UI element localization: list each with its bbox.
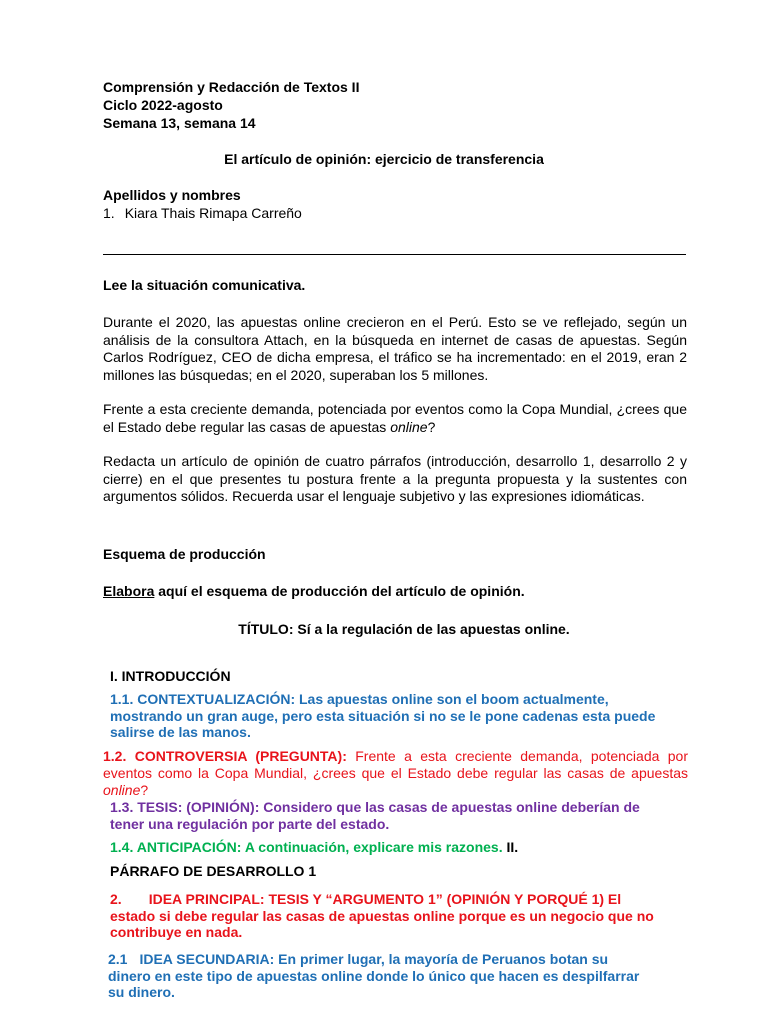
online-italic: online: [390, 418, 428, 435]
scheme-heading: Esquema de producción: [103, 546, 266, 562]
item-idea-principal: 2. IDEA PRINCIPAL: TESIS Y “ARGUMENTO 1” (OPINIÓN Y PORQUÉ 1) El estado si debe regular las casas de apuestas online porque es un negocio que no contribuye en nada.: [110, 891, 654, 940]
student-name: Kiara Thais Rimapa Carreño: [124, 205, 302, 221]
scheme-instruction: Elabora aquí el esquema de producción del artículo de opinión.: [103, 583, 525, 599]
instruction-verb: Elabora: [103, 583, 155, 599]
student-name-item: [103, 205, 302, 222]
situation-paragraph-3: Redacta un artículo de opinión de cuatro párrafos (introducción, desarrollo 1, desarrollo 2 y cierre) en el que presentes tu postura frente a la pregunta propuesta y la sustentes con argumentos sólidos. Recuerda usar el lenguaje subjetivo y las expresiones idiomáticas.: [103, 453, 687, 504]
item-anticipacion: 1.4. ANTICIPACIÓN: A continuación, explicare mis razones. II.: [110, 839, 519, 855]
item-tesis: 1.3. TESIS: (OPINIÓN): Considero que las casas de apuestas online deberían de tener una regulación por parte del estado.: [110, 799, 640, 832]
document-title: El artículo de opinión: ejercicio de transferencia: [224, 151, 544, 167]
controversia-label: 1.2. CONTROVERSIA (PREGUNTA):: [103, 748, 347, 764]
situation-heading: Lee la situación comunicativa.: [103, 277, 306, 293]
item-controversia: 1.2. CONTROVERSIA (PREGUNTA): Frente a esta creciente demanda, potenciada por eventos como la Copa Mundial, ¿crees que el Estado debe regular las casas de apuestas online?: [103, 748, 689, 798]
cycle-label: Ciclo 2022-agosto: [103, 97, 223, 113]
article-title: TÍTULO: Sí a la regulación de las apuestas online.: [238, 621, 570, 637]
item-2-1-number: 2.1: [108, 951, 128, 967]
situation-paragraph-1: Durante el 2020, las apuestas online crecieron en el Perú. Esto se ve reflejado, según un análisis de la consultora Attach, en la búsqueda en internet de casas de apuestas. Según Carlos Rodríguez, CEO de dicha empresa, el tráfico se ha incrementado: en el 2019, eran 2 millones las búsquedas; en el 2020, superaban los 5 millones.: [103, 314, 687, 383]
development-1-heading: PÁRRAFO DE DESARROLLO 1: [110, 863, 317, 879]
intro-heading: I. INTRODUCCIÓN: [110, 668, 231, 684]
week-label: Semana 13, semana 14: [103, 115, 256, 131]
names-heading: Apellidos y nombres: [103, 187, 241, 203]
list-number: 1.: [103, 205, 115, 221]
item-contextualizacion: 1.1. CONTEXTUALIZACIÓN: Las apuestas online son el boom actualmente, mostrando un gran auge, pero esta situación si no se le pone cadenas esta puede salirse de las manos.: [110, 691, 656, 740]
separator-line: [103, 254, 686, 255]
course-title: Comprensión y Redacción de Textos II: [103, 79, 360, 95]
item-2-number: 2.: [110, 891, 122, 907]
situation-paragraph-2: Frente a esta creciente demanda, potenciada por eventos como la Copa Mundial, ¿crees que el Estado debe regular las casas de apuestas online?: [103, 401, 687, 435]
item-idea-secundaria: 2.1 IDEA SECUNDARIA: En primer lugar, la mayoría de Peruanos botan su dinero en este tipo de apuestas online donde lo único que hacen es despilfarrar su dinero.: [108, 951, 640, 1000]
